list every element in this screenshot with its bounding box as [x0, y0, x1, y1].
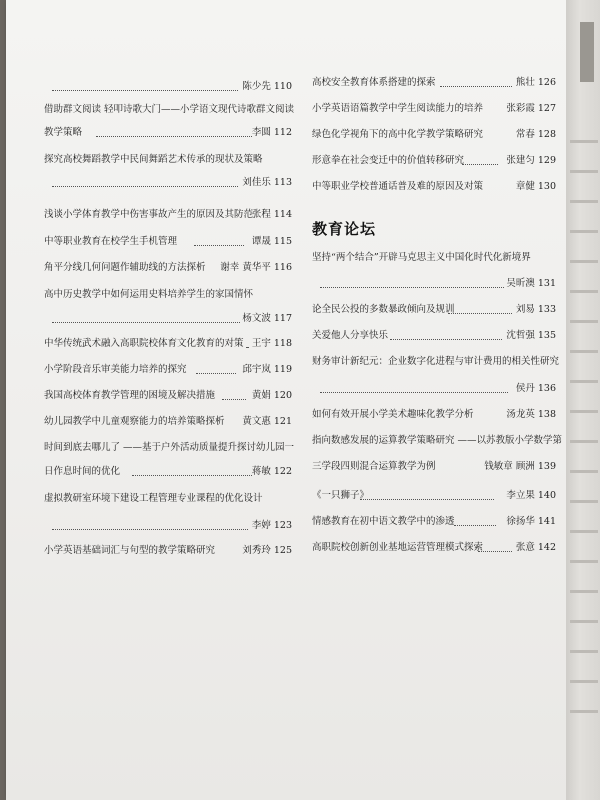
toc-title: 中等职业教育在校学生手机管理: [44, 236, 178, 247]
adjacent-text-line: [570, 380, 598, 383]
toc-entry: [312, 355, 560, 395]
toc-page: 127: [537, 103, 556, 114]
toc-entry: [44, 441, 295, 481]
toc-author: 刘秀玲: [242, 545, 271, 556]
toc-author: 常春: [515, 129, 535, 140]
dot-leader: [320, 382, 508, 393]
toc-page: 133: [537, 304, 556, 315]
toc-author: 谢幸 黄华平: [220, 262, 271, 273]
toc-page: 142: [537, 542, 556, 553]
dot-leader: [52, 312, 240, 323]
section-heading: 教育论坛: [312, 220, 377, 238]
toc-title: 绿色化学视角下的高中化学教学策略研究: [312, 129, 484, 140]
toc-page: 114: [273, 209, 292, 220]
dot-leader: [132, 465, 252, 476]
toc-page: 118: [273, 338, 292, 349]
dot-leader: [462, 154, 498, 165]
toc-author: 沈哲强: [506, 330, 535, 341]
adjacent-text-line: [570, 470, 598, 473]
toc-title: 高中历史教学中如何运用史料培养学生的家国情怀: [44, 289, 254, 300]
toc-page: 110: [273, 81, 292, 92]
toc-title: 中等职业学校普通话普及难的原因及对策: [312, 181, 484, 192]
dot-leader: [390, 329, 502, 340]
dot-leader: [440, 76, 512, 87]
toc-title: 浅谈小学体育教学中伤害事故产生的原因及其防范: [44, 209, 254, 220]
toc-title: 幼儿园教学中儿童观察能力的培养策略探析: [44, 416, 225, 427]
toc-page: 119: [273, 364, 292, 375]
dot-leader: [360, 489, 494, 500]
toc-title: 指向数感发展的运算教学策略研究 ——以苏教版小学数学第: [312, 435, 563, 446]
adjacent-text-line: [570, 560, 598, 563]
toc-entry: [44, 153, 292, 193]
toc-author: 邱宇岚: [242, 364, 271, 375]
toc-entry: [44, 492, 292, 532]
toc-title: 借助群文阅读 轻叩诗歌大门——小学语文现代诗歌群文阅读: [44, 104, 295, 115]
toc-page: 112: [273, 127, 292, 138]
toc-page: 121: [273, 416, 292, 427]
dot-leader: [222, 389, 246, 400]
adjacent-text-line: [570, 170, 598, 173]
toc-page: 138: [537, 409, 556, 420]
adjacent-text-line: [570, 500, 598, 503]
adjacent-text-line: [570, 350, 598, 353]
toc-author: 黄娟: [251, 390, 271, 401]
adjacent-text-line: [570, 140, 598, 143]
toc-author: 李圆: [251, 127, 271, 138]
toc-author: 汤龙英: [506, 409, 535, 420]
toc-author: 熊壮: [515, 77, 535, 88]
toc-title: 高校安全教育体系搭建的探索: [312, 77, 436, 88]
toc-title: 小学阶段音乐审美能力培养的探究: [44, 364, 187, 375]
adjacent-text-line: [570, 230, 598, 233]
toc-title: 中华传统武术融入高职院校体育文化教育的对策: [44, 338, 244, 349]
toc-title: 高职院校创新创业基地运营管理模式探索: [312, 542, 484, 553]
toc-title: 探究高校舞蹈教学中民间舞蹈艺术传承的现状及策略: [44, 154, 263, 165]
toc-author: 侯丹: [515, 383, 535, 394]
adjacent-text-line: [570, 680, 598, 683]
adjacent-text-line: [570, 620, 598, 623]
toc-page: 117: [273, 313, 292, 324]
toc-page: 139: [537, 461, 556, 472]
adjacent-text-line: [570, 200, 598, 203]
adjacent-text-line: [570, 410, 598, 413]
toc-author: 吴昕澳: [506, 278, 535, 289]
toc-title: 形意拳在社会变迁中的价值转移研究: [312, 155, 465, 166]
adjacent-text-line: [570, 650, 598, 653]
toc-title: 情感教育在初中语文教学中的渗透: [312, 516, 455, 527]
dot-leader: [246, 337, 248, 348]
adjacent-text-line: [570, 710, 598, 713]
toc-author: 谭晟: [251, 236, 271, 247]
toc-author: 张建匀: [506, 155, 535, 166]
toc-entry: [44, 103, 295, 143]
toc-title-cont: 三学段四则混合运算教学为例: [312, 461, 436, 472]
dot-leader: [52, 80, 238, 91]
toc-title-cont: 日作息时间的优化: [44, 466, 121, 477]
dot-leader: [194, 235, 244, 246]
toc-author: 黄文惠: [242, 416, 271, 427]
toc-page: 115: [273, 236, 292, 247]
adjacent-text-line: [570, 290, 598, 293]
toc-title: 关爱他人分享快乐: [312, 330, 389, 341]
toc-page: 122: [273, 466, 292, 477]
dot-leader: [320, 277, 504, 288]
toc-entry: [312, 434, 563, 474]
adjacent-page-header-block: [580, 22, 594, 82]
toc-page: 126: [537, 77, 556, 88]
toc-page: 130: [537, 181, 556, 192]
toc-page: 116: [273, 262, 292, 273]
adjacent-text-line: [570, 590, 598, 593]
toc-title: 虚拟教研室环境下建设工程管理专业课程的优化设计: [44, 493, 263, 504]
toc-title: 论全民公投的多数暴政倾向及规训: [312, 304, 455, 315]
adjacent-text-line: [570, 440, 598, 443]
adjacent-page-edge: [566, 0, 600, 800]
dot-leader: [478, 541, 512, 552]
toc-title: 如何有效开展小学美术趣味化教学分析: [312, 409, 474, 420]
toc-author: 刘易: [515, 304, 535, 315]
toc-page: 128: [537, 129, 556, 140]
toc-author: 刘佳乐: [242, 177, 271, 188]
toc-title: 《一只狮子》: [312, 490, 370, 501]
toc-author: 李立果: [506, 490, 535, 501]
dot-leader: [448, 303, 512, 314]
toc-author: 杨文波: [242, 313, 271, 324]
toc-author: 陈少先: [242, 81, 271, 92]
dot-leader: [52, 176, 238, 187]
toc-page: 113: [273, 177, 292, 188]
toc-author: 张程: [251, 209, 271, 220]
toc-author: 王宇: [251, 338, 271, 349]
adjacent-text-line: [570, 530, 598, 533]
adjacent-text-line: [570, 260, 598, 263]
toc-author: 李婷: [251, 520, 271, 531]
toc-title: 我国高校体育教学管理的困境及解决措施: [44, 390, 216, 401]
toc-author: 张意: [515, 542, 535, 553]
toc-page: 129: [537, 155, 556, 166]
dot-leader: [196, 363, 236, 374]
toc-title: 小学英语语篇教学中学生阅读能力的培养: [312, 103, 484, 114]
toc-page: 125: [273, 545, 292, 556]
toc-author: 钱敏章 顾洲: [484, 461, 535, 472]
dot-leader: [96, 126, 252, 137]
toc-entry: [312, 251, 556, 291]
toc-title: 小学英语基础词汇与句型的教学策略研究: [44, 545, 216, 556]
toc-author: 徐扬华: [506, 516, 535, 527]
adjacent-text-line: [570, 320, 598, 323]
toc-title-cont: 教学策略: [44, 127, 83, 138]
toc-title: 时间到底去哪儿了 ——基于户外活动质量提升探讨幼儿园一: [44, 442, 295, 453]
toc-page: 123: [273, 520, 292, 531]
toc-entry: [44, 288, 292, 328]
toc-author: 蒋敏: [251, 466, 271, 477]
toc-title: 财务审计新纪元：企业数字化进程与审计费用的相关性研究: [312, 356, 560, 367]
toc-title: 角平分线几何问题作辅助线的方法探析: [44, 262, 206, 273]
toc-author: 张彩霞: [506, 103, 535, 114]
journal-page: [6, 0, 574, 800]
toc-page: 136: [537, 383, 556, 394]
toc-page: 131: [537, 278, 556, 289]
toc-page: 141: [537, 516, 556, 527]
toc-author: 章健: [515, 181, 535, 192]
toc-page: 120: [273, 390, 292, 401]
toc-page: 135: [537, 330, 556, 341]
dot-leader: [454, 515, 496, 526]
toc-page: 140: [537, 490, 556, 501]
toc-title: 坚持“两个结合”开辟马克思主义中国化时代化新境界: [312, 252, 531, 263]
dot-leader: [52, 519, 248, 530]
